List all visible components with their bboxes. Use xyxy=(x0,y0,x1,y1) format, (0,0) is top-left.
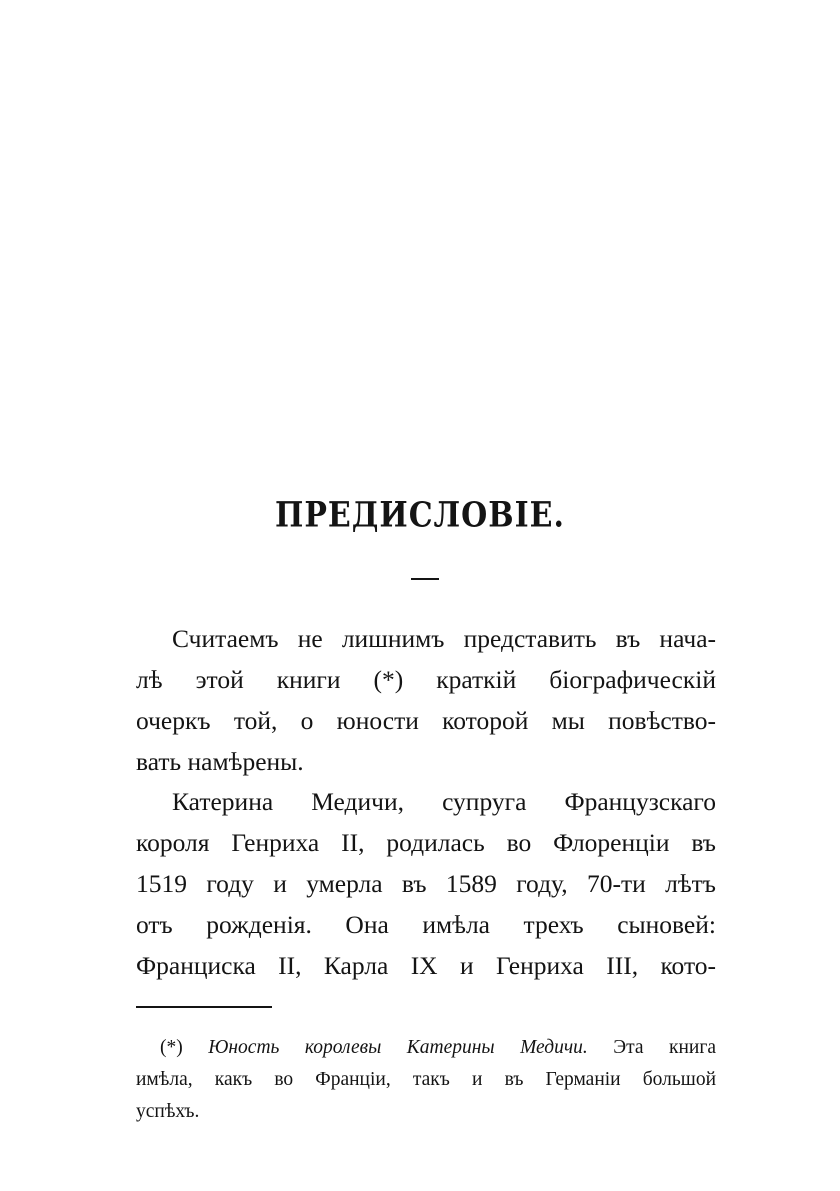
footnote-line xyxy=(136,1032,716,1064)
text-line: лѣ этой книги (*) краткій біографическій xyxy=(136,665,716,694)
footnote xyxy=(136,1032,716,1128)
footnote-book-title: Юность королевы Катерины Медичи. xyxy=(208,1037,588,1058)
text-line: Катерина Медичи, супруга Французскаго xyxy=(172,787,716,816)
paragraph-2 xyxy=(136,781,716,986)
page-title: ПРЕДИСЛОВІЕ. xyxy=(274,495,565,536)
text-line: очеркъ той, о юности которой мы повѣство- xyxy=(136,706,716,735)
paragraph-1 xyxy=(136,618,716,782)
text-line: 1519 году и умерла въ 1589 году, 70-ти лѣтъ xyxy=(136,869,716,898)
text-line: вать намѣрены. xyxy=(136,747,304,776)
text-line: Считаемъ не лишнимъ представить въ нача- xyxy=(172,624,716,653)
text-line: отъ рожденія. Она имѣла трехъ сыновей: xyxy=(136,910,716,939)
footnote-divider xyxy=(136,1006,272,1008)
footnote-text: Эта книга xyxy=(613,1037,717,1058)
text-line: короля Генриха II, родилась во Флоренціи въ xyxy=(136,828,716,857)
footnote-line: успѣхъ. xyxy=(136,1101,200,1122)
title-divider xyxy=(411,578,439,580)
footnote-marker: (*) xyxy=(160,1037,183,1058)
footnote-line: имѣла, какъ во Франціи, такъ и въ Германіи большой xyxy=(136,1069,716,1090)
text-line: Франциска II, Карла IX и Генриха III, кото- xyxy=(136,951,716,980)
